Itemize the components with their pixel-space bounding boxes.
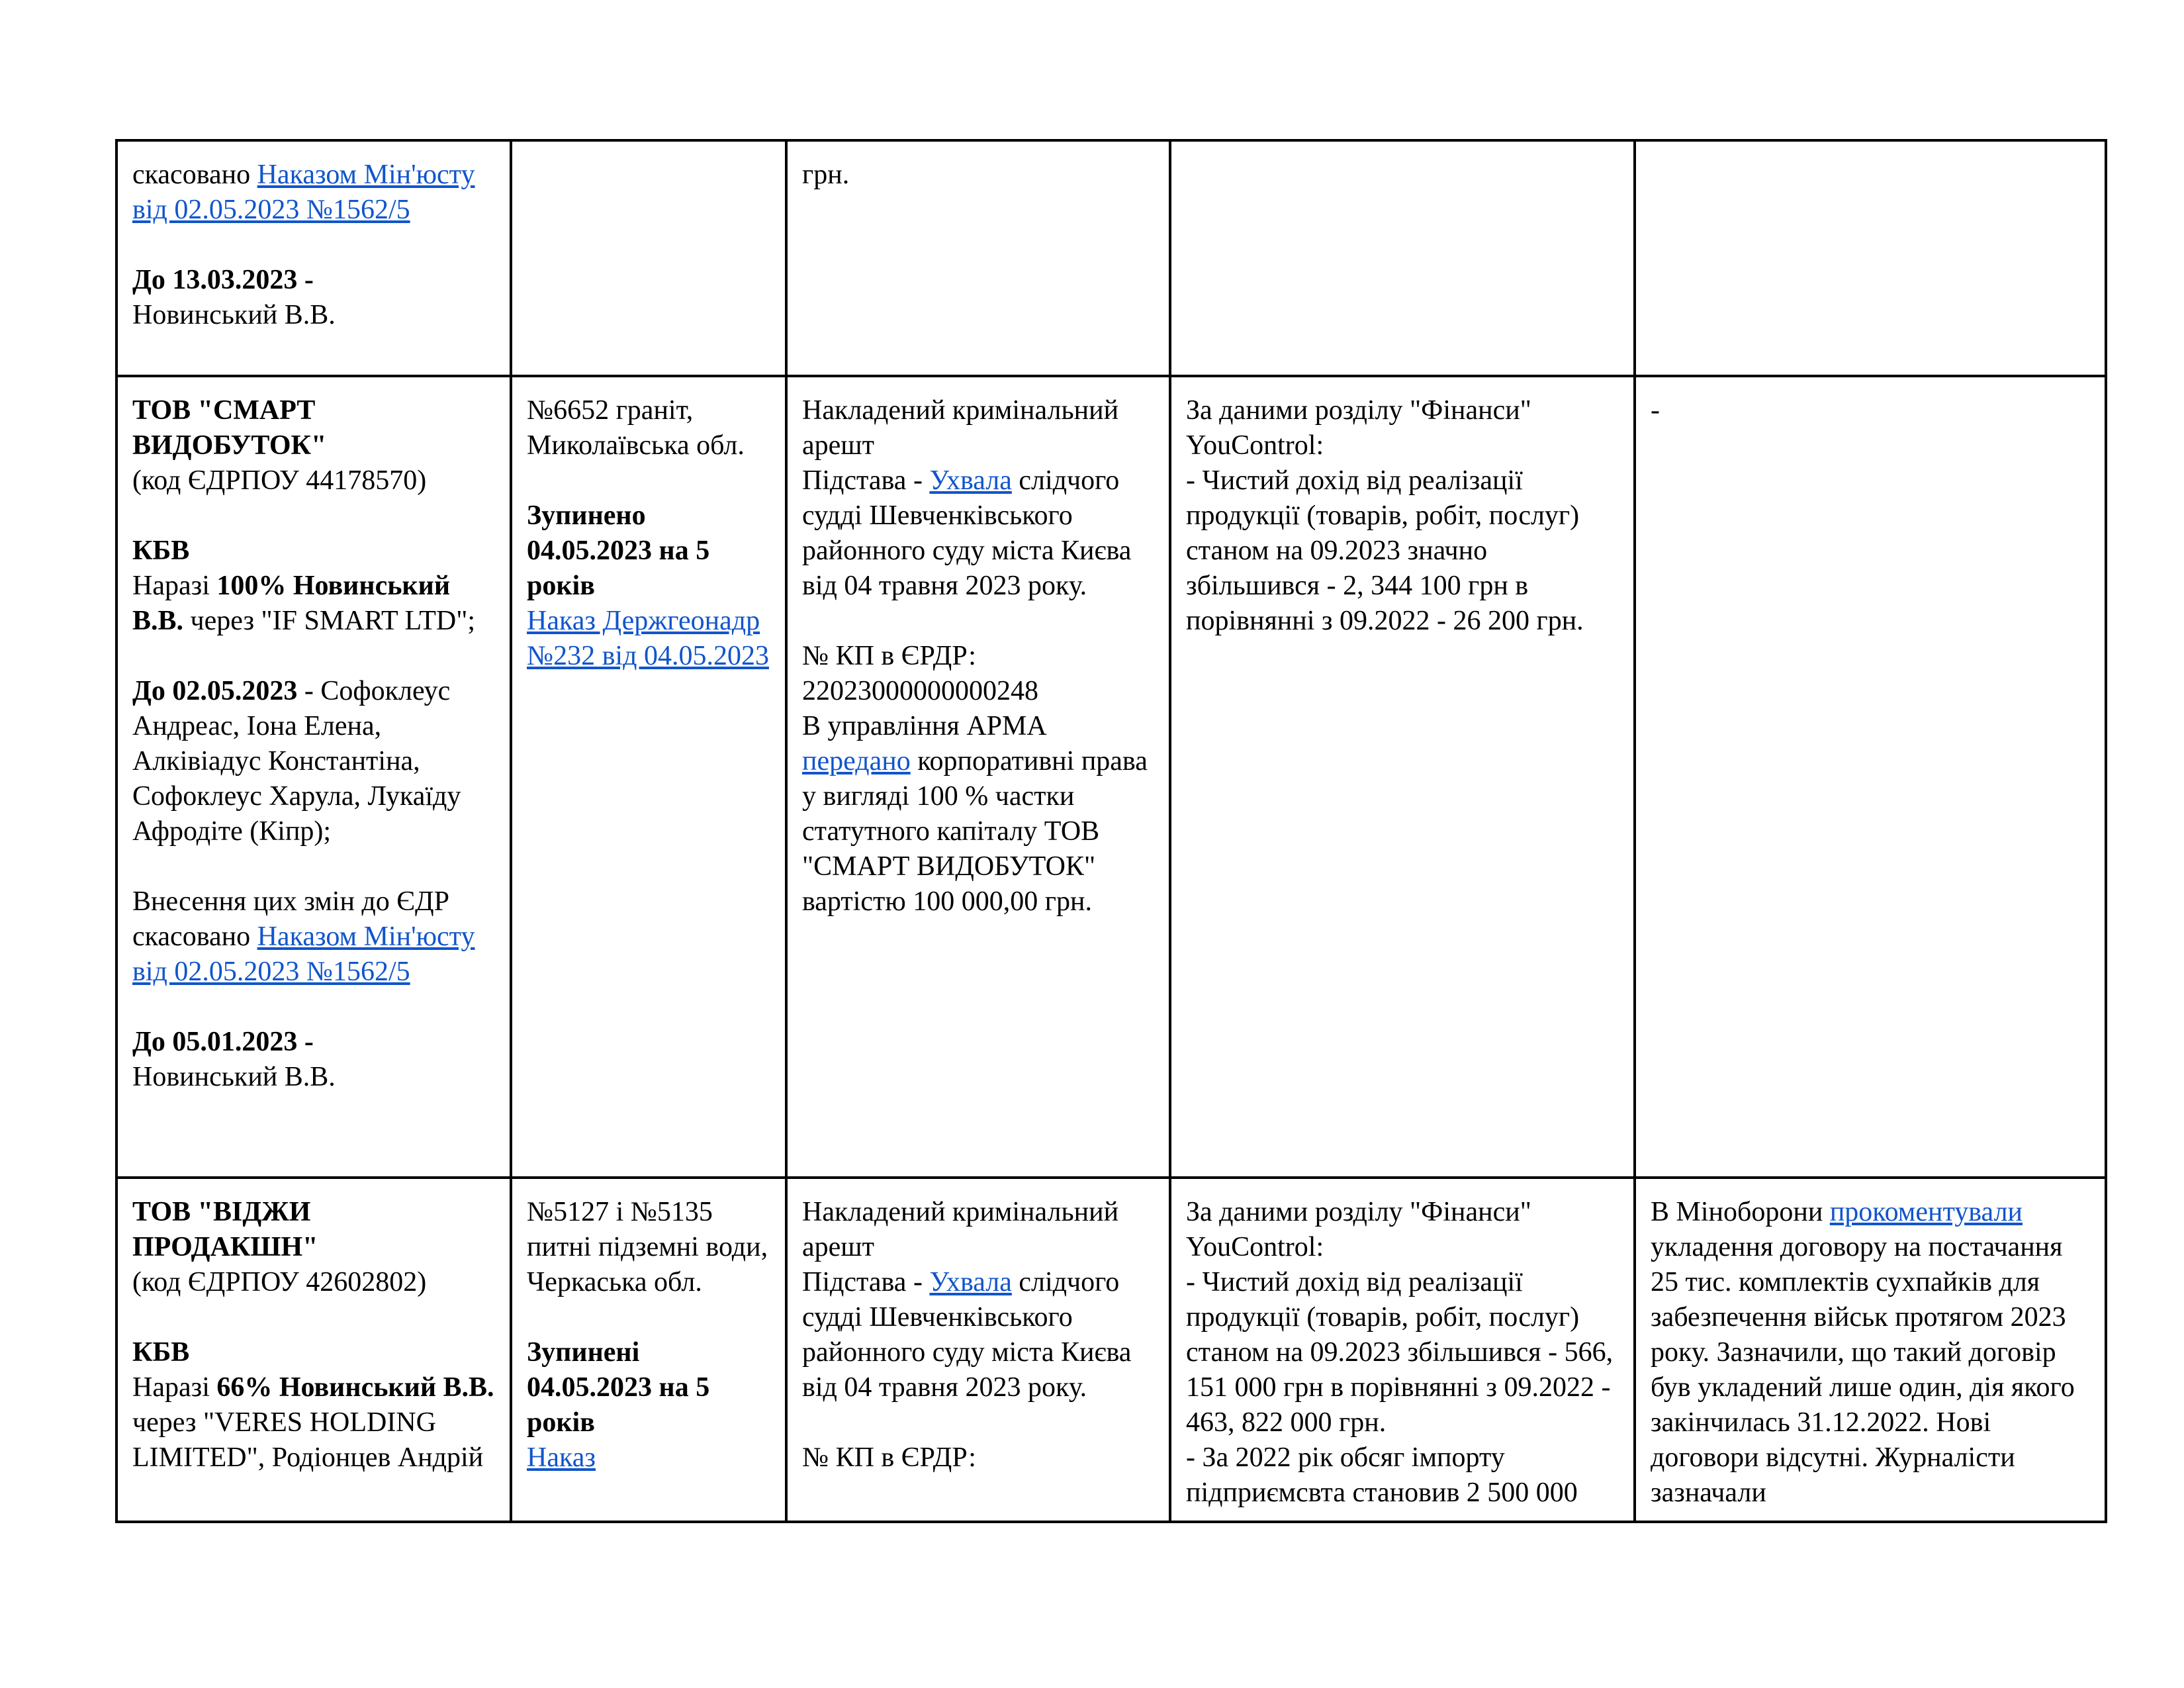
cell-permit: №5127 і №5135 питні підземні води, Черкаська обл. Зупинені 04.05.2023 на 5 років Наказ: [511, 1178, 786, 1522]
cell-finance: За даними розділу "Фінанси" YouControl: - Чистий дохід від реалізації продукції (товарів, робіт, послуг) станом на 09.2023 значно збільшився - 2, 344 100 грн в порівнянні з 09.2022 - 26 200 грн.: [1170, 376, 1635, 1178]
cell-finance: За даними розділу "Фінанси" YouControl: - Чистий дохід від реалізації продукції (товарів, робіт, послуг) станом на 09.2023 збільшився - 566, 151 000 грн в порівнянні з 09.2022 - 463, 822 000 грн. - За 2022 рік обсяг імпорту підприємсвта становив 2 500 000: [1170, 1178, 1635, 1522]
company-table: [115, 139, 2107, 1523]
geonadra-order-link[interactable]: Наказ: [527, 1442, 596, 1473]
permit-status: Зупинено 04.05.2023 на 5 років: [527, 500, 710, 601]
ministry-comment-link[interactable]: прокоментували: [1829, 1197, 2023, 1227]
cell-arrest: грн.: [786, 140, 1170, 376]
case-number: 22023000000000248: [802, 676, 1038, 706]
cell-finance: [1170, 140, 1635, 376]
company-code: (код ЄДРПОУ 42602802): [132, 1267, 427, 1297]
cell-arrest: Накладений кримінальний арешт Підстава - Ухвала слідчого судді Шевченківського районного суду міста Києва від 04 травня 2023 року. № КП в ЄРДР:: [786, 1178, 1170, 1522]
date-label: До 13.03.2023 -: [132, 265, 314, 295]
ministry-order-link[interactable]: Наказом Мін'юсту від 02.05.2023 №1562/5: [132, 160, 475, 225]
ministry-order-link[interactable]: Наказом Мін'юсту від 02.05.2023 №1562/5: [132, 921, 475, 987]
arma-transfer-link[interactable]: передано: [802, 746, 911, 776]
company-name: ТОВ "СМАРТ ВИДОБУТОК": [132, 395, 327, 461]
company-name: ТОВ "ВІДЖИ ПРОДАКШН": [132, 1197, 318, 1262]
cell-arrest: Накладений кримінальний арешт Підстава - Ухвала слідчого судді Шевченківського районного суду міста Києва від 04 травня 2023 року. № КП в ЄРДР: 22023000000000248 В управління АРМА передано корпоративні права у вигляді 100 % частки статутного капіталу ТОВ "СМАРТ ВИДОБУТОК" вартістю 100 000,00 грн.: [786, 376, 1170, 1178]
cell-comment: [1635, 140, 2106, 376]
court-ruling-link[interactable]: Ухвала: [929, 1267, 1012, 1297]
geonadra-order-link[interactable]: Наказ Держгеонадр №232 від 04.05.2023: [527, 606, 769, 671]
cell-comment: В Міноборони прокоментували укладення договору на постачання 25 тис. комплектів сухпайків для забезпечення військ протягом 2023 року. Зазначили, що такий договір був укладений лише один, дія якого закінчилась 31.12.2022. Нові договори відсутні. Журналісти зазначали: [1635, 1178, 2106, 1522]
table-row: [116, 1178, 2106, 1522]
cell-company: ТОВ "ВІДЖИ ПРОДАКШН" (код ЄДРПОУ 42602802) КБВ Наразі 66% Новинський В.В. через "VERES HOLDING LIMITED", Родіонцев Андрій: [116, 1178, 511, 1522]
cell-permit: №6652 граніт, Миколаївська обл. Зупинено 04.05.2023 на 5 років Наказ Держгеонадр №232 від 04.05.2023: [511, 376, 786, 1178]
company-code: (код ЄДРПОУ 44178570): [132, 465, 427, 496]
cell-company: скасовано Наказом Мін'юсту від 02.05.2023 №1562/5 До 13.03.2023 - Новинський В.В.: [116, 140, 511, 376]
table-row: [116, 140, 2106, 376]
permit-status: Зупинені 04.05.2023 на 5 років: [527, 1337, 710, 1438]
cell-company: ТОВ "СМАРТ ВИДОБУТОК" (код ЄДРПОУ 44178570) КБВ Наразі 100% Новинський В.В. через "IF SMART LTD"; До 02.05.2023 - Софоклеус Андреас, Іона Елена, Алківіадус Константіна, Софоклеус Харула, Лукаїду Афродіте (Кіпр); Внесення цих змін до ЄДР скасовано Наказом Мін'юсту від 02.05.2023 №1562/5 До 05.01.2023 - Новинський В.В.: [116, 376, 511, 1178]
cell-comment: -: [1635, 376, 2106, 1178]
table-row: [116, 376, 2106, 1178]
cell-permit: [511, 140, 786, 376]
court-ruling-link[interactable]: Ухвала: [929, 465, 1012, 496]
